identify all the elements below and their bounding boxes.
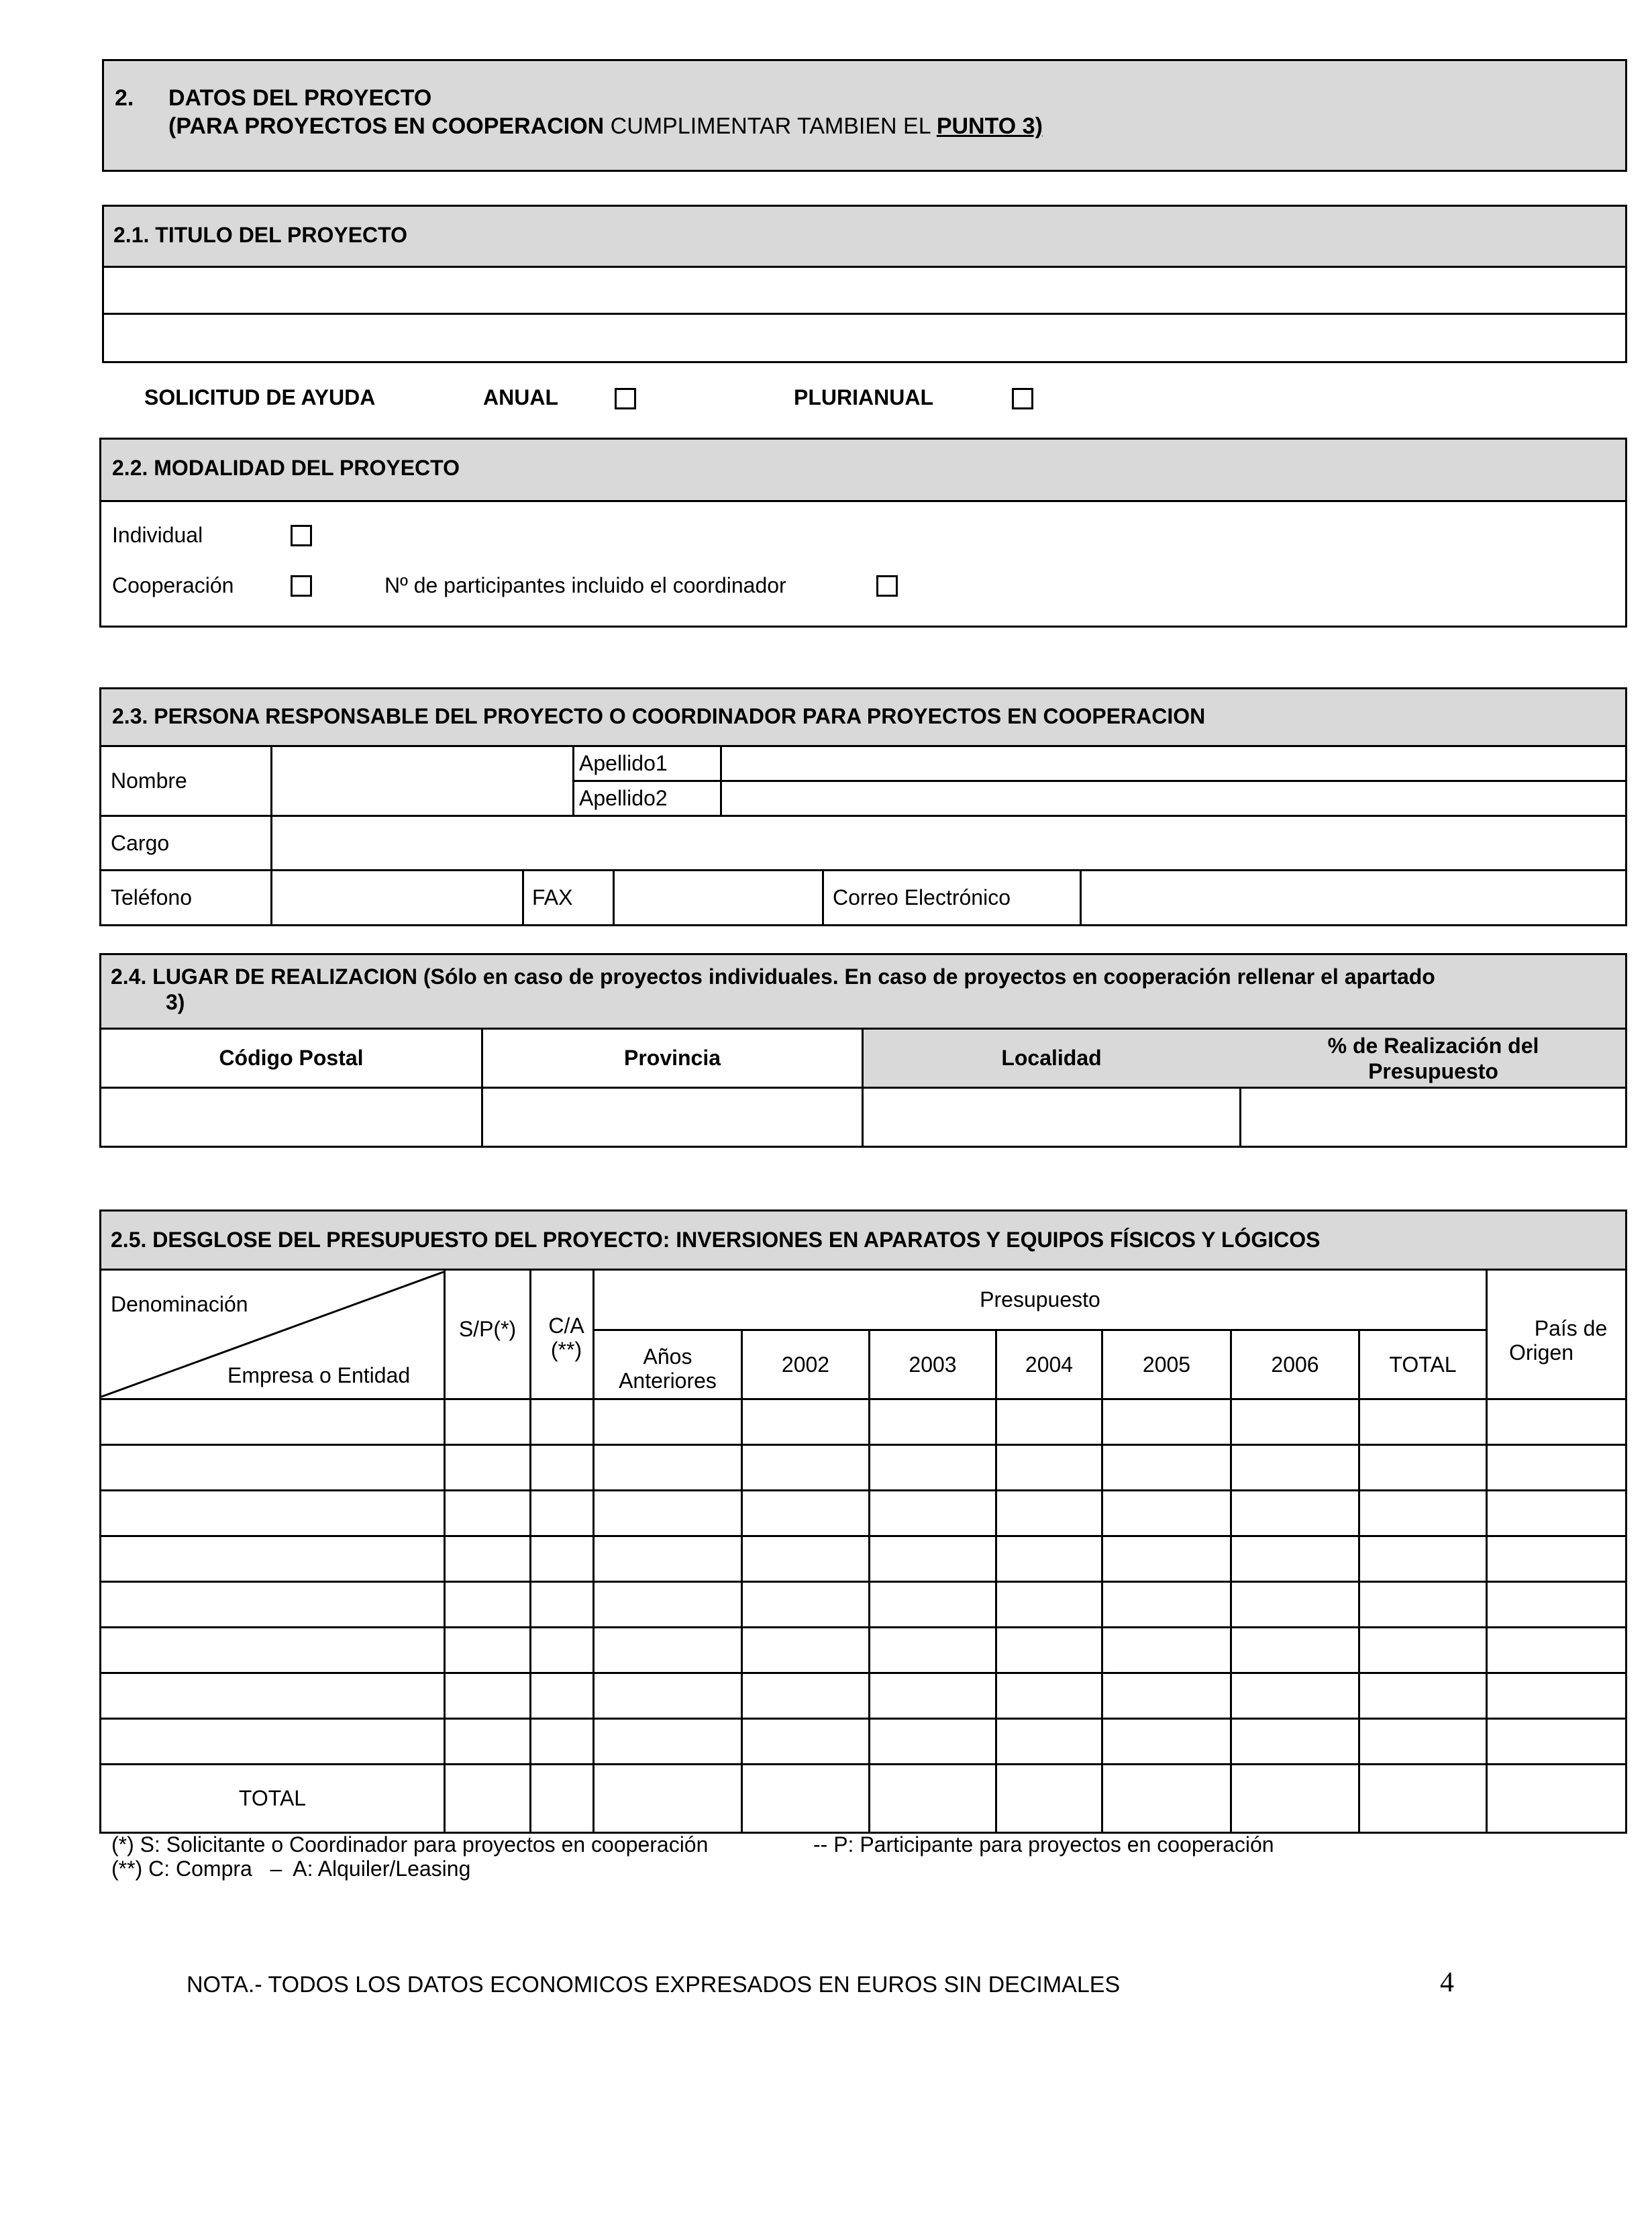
participantes-label: Nº de participantes incluido el coordinador bbox=[384, 573, 786, 597]
titulo-proyecto-box bbox=[102, 205, 1627, 363]
cargo-input[interactable] bbox=[272, 817, 1625, 869]
apellido2-input[interactable] bbox=[722, 782, 1625, 815]
footnote-1a: (*) S: Solicitante o Coordinador para proyectos en cooperación bbox=[111, 1832, 709, 1857]
individual-checkbox[interactable] bbox=[291, 525, 312, 546]
plurianual-checkbox[interactable] bbox=[1012, 388, 1033, 409]
localidad-input[interactable] bbox=[864, 1089, 1239, 1146]
anos-anteriores-line1: Años bbox=[643, 1344, 692, 1369]
col-provincia: Provincia bbox=[623, 1046, 721, 1070]
presupuesto-title: 2.5. DESGLOSE DEL PRESUPUESTO DEL PROYECTO: INVERSIONES EN APARATOS Y EQUIPOS FÍSICOS Y LÓGICOS bbox=[111, 1228, 1321, 1252]
modalidad-box bbox=[99, 438, 1627, 628]
cargo-label: Cargo bbox=[111, 830, 170, 855]
anos-anteriores-line2: Anteriores bbox=[619, 1369, 717, 1393]
nombre-input[interactable] bbox=[272, 747, 572, 815]
section-subtitle bbox=[168, 113, 1043, 140]
table-row[interactable] bbox=[101, 1491, 1625, 1535]
year-2003-header: 2003 bbox=[909, 1352, 957, 1377]
correo-label: Correo Electrónico bbox=[833, 885, 1011, 909]
section-title: DATOS DEL PROYECTO bbox=[168, 85, 432, 111]
responsable-box bbox=[99, 687, 1627, 926]
titulo-input-line1[interactable] bbox=[104, 268, 1625, 313]
individual-label: Individual bbox=[112, 523, 203, 547]
nota-footer: NOTA.- TODOS LOS DATOS ECONOMICOS EXPRESADOS EN EUROS SIN DECIMALES bbox=[187, 1972, 1121, 1997]
year-2006-header: 2006 bbox=[1271, 1352, 1319, 1377]
correo-input[interactable] bbox=[1082, 871, 1625, 924]
ca-header-line2: (**) bbox=[550, 1338, 582, 1362]
apellido2-label: Apellido2 bbox=[579, 786, 668, 810]
nombre-label: Nombre bbox=[111, 769, 187, 793]
presupuesto-group-header: Presupuesto bbox=[980, 1287, 1100, 1312]
apellido1-input[interactable] bbox=[722, 747, 1625, 780]
telefono-input[interactable] bbox=[272, 871, 522, 924]
responsable-title: 2.3. PERSONA RESPONSABLE DEL PROYECTO O COORDINADOR PARA PROYECTOS EN COOPERACION bbox=[112, 704, 1206, 728]
subtitle-link: PUNTO 3) bbox=[936, 113, 1043, 139]
participantes-checkbox[interactable] bbox=[876, 575, 898, 597]
page-number: 4 bbox=[1440, 1967, 1454, 1998]
pais-origen-line1: País de bbox=[1534, 1316, 1608, 1340]
subtitle-bold: (PARA PROYECTOS EN COOPERACION bbox=[168, 113, 605, 139]
col-codigo-postal: Código Postal bbox=[219, 1046, 364, 1070]
table-row[interactable] bbox=[101, 1674, 1625, 1718]
col-localidad: Localidad bbox=[1001, 1046, 1102, 1070]
year-2005-header: 2005 bbox=[1142, 1352, 1191, 1377]
lugar-box bbox=[99, 953, 1627, 1148]
cooperacion-label: Cooperación bbox=[112, 573, 234, 597]
provincia-input[interactable] bbox=[483, 1089, 862, 1146]
section-2-header bbox=[102, 59, 1627, 172]
ca-header-line1: C/A bbox=[548, 1314, 584, 1338]
total-col-header: TOTAL bbox=[1389, 1352, 1457, 1377]
modalidad-title: 2.2. MODALIDAD DEL PROYECTO bbox=[112, 456, 460, 480]
table-row[interactable] bbox=[101, 1628, 1625, 1672]
table-row[interactable] bbox=[101, 1537, 1625, 1581]
table-row[interactable] bbox=[101, 1583, 1625, 1626]
section-number: 2. bbox=[115, 85, 134, 111]
titulo-input-line2[interactable] bbox=[104, 315, 1625, 361]
table-row[interactable] bbox=[101, 1720, 1625, 1763]
lugar-title-line1: 2.4. LUGAR DE REALIZACION (Sólo en caso de proyectos individuales. En caso de proyectos en cooperación rellenar el apartado bbox=[111, 965, 1435, 989]
porcentaje-input[interactable] bbox=[1241, 1089, 1625, 1146]
apellido1-label: Apellido1 bbox=[579, 751, 668, 775]
year-2002-header: 2002 bbox=[781, 1352, 830, 1377]
lugar-title-line2: 3) bbox=[166, 990, 185, 1014]
sp-header: S/P(*) bbox=[458, 1316, 517, 1341]
total-row-label: TOTAL bbox=[238, 1786, 307, 1810]
fax-label: FAX bbox=[532, 885, 573, 909]
empresa-label: Empresa o Entidad bbox=[227, 1363, 411, 1387]
telefono-label: Teléfono bbox=[111, 885, 192, 909]
subtitle-normal: CUMPLIMENTAR TAMBIEN EL bbox=[604, 113, 937, 139]
fax-input[interactable] bbox=[615, 871, 822, 924]
col-porcentaje: % de Realización del Presupuesto bbox=[1327, 1033, 1539, 1083]
footnote-1b: -- P: Participante para proyectos en cooperación bbox=[813, 1832, 1274, 1857]
cooperacion-checkbox[interactable] bbox=[291, 575, 312, 597]
solicitud-label: SOLICITUD DE AYUDA bbox=[144, 385, 376, 409]
plurianual-label: PLURIANUAL bbox=[794, 385, 933, 409]
year-2004-header: 2004 bbox=[1025, 1352, 1074, 1377]
presupuesto-box bbox=[99, 1209, 1627, 1834]
titulo-label: 2.1. TITULO DEL PROYECTO bbox=[113, 223, 407, 247]
anual-label: ANUAL bbox=[483, 385, 558, 409]
pais-origen-line2: Origen bbox=[1508, 1340, 1574, 1365]
anual-checkbox[interactable] bbox=[615, 388, 636, 409]
footnote-2: (**) C: Compra – A: Alquiler/Leasing bbox=[111, 1857, 471, 1881]
denominacion-label: Denominación bbox=[111, 1292, 248, 1316]
codigo-postal-input[interactable] bbox=[101, 1089, 481, 1146]
table-row[interactable] bbox=[101, 1400, 1625, 1444]
table-row[interactable] bbox=[101, 1446, 1625, 1489]
